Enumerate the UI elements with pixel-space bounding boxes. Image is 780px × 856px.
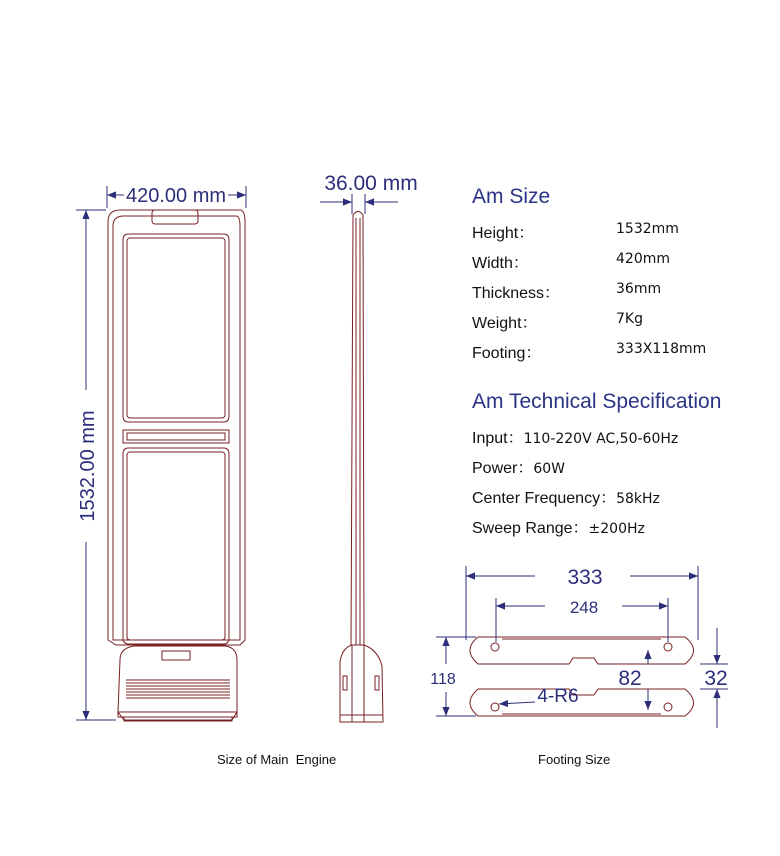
footing-end-depth-label: 32 [704, 667, 728, 690]
footing-hole-top-left [491, 643, 499, 651]
tech-spec-row-sweep-range [472, 515, 645, 538]
tech-spec-row-center-frequency [472, 485, 660, 508]
footing-inner-gap-label: 82 [618, 667, 642, 690]
footing-radius-leader [499, 702, 535, 704]
am-size-label-footing: Footing： [472, 345, 542, 362]
am-size-value-weight: 7Kg [616, 311, 643, 327]
front-base-strip [118, 712, 237, 717]
footing-bottom-plate [470, 689, 694, 716]
am-size-value-height: 1532mm [616, 221, 679, 237]
am-size-value-width: 420mm [616, 251, 670, 267]
footing-depth-label: 118 [430, 671, 456, 688]
am-size-label-weight: Weight： [472, 315, 538, 332]
am-size-value-thickness: 36mm [616, 281, 662, 297]
tech-spec-row-power [472, 455, 565, 478]
front-base-slot [162, 651, 190, 660]
front-height-label: 1532.00 mm [77, 410, 99, 522]
footing-caption: Footing Size [538, 752, 611, 767]
am-size-label-width: Width： [472, 255, 529, 272]
footing-hole-bottom-left [491, 703, 499, 711]
front-base-vent-grille [126, 680, 230, 698]
tech-spec-label-power: Power： [472, 460, 534, 477]
side-thickness-label: 36.00 mm [324, 172, 418, 195]
am-size-label-height: Height： [472, 225, 535, 242]
am-size-title: Am Size [472, 185, 551, 208]
front-upper-panel-inner [127, 238, 225, 418]
main-engine-caption: Size of Main Engine [217, 752, 337, 767]
front-inner-outline [113, 216, 240, 640]
front-lower-panel-inner [127, 452, 225, 640]
tech-spec-label-center-frequency: Center Frequency： [472, 490, 617, 507]
am-size-value-footing: 333X118mm [616, 341, 707, 357]
side-base [340, 645, 383, 722]
tech-spec-value-sweep-range: ±200Hz [588, 521, 645, 537]
tech-spec-value-center-frequency: 58kHz [616, 491, 660, 507]
front-view [108, 210, 245, 721]
side-view [340, 212, 383, 723]
am-size-label-thickness: Thickness： [472, 285, 561, 302]
tech-spec-label-sweep-range: Sweep Range： [472, 520, 589, 537]
front-middle-bar-inner [127, 433, 225, 440]
side-base-vent-right [375, 676, 379, 690]
front-middle-bar [123, 430, 229, 443]
footing-top-plate [470, 637, 694, 664]
footing-hole-top-right [664, 643, 672, 651]
tech-spec-value-power: 60W [533, 461, 566, 477]
footing-width-label: 333 [567, 566, 603, 589]
front-width-label: 420.00 mm [125, 185, 227, 207]
tech-spec-title: Am Technical Specification [472, 390, 722, 413]
side-outline [351, 212, 364, 646]
front-top-handle [152, 210, 198, 224]
footing-hole-spacing-label: 248 [569, 598, 599, 617]
front-upper-panel [123, 234, 229, 422]
footing-radius-label: 4-R6 [537, 686, 579, 707]
side-base-vent-left [343, 676, 347, 690]
tech-spec-value-input: 110-220V AC,50-60Hz [523, 431, 679, 447]
front-lower-panel [123, 448, 229, 644]
side-thickness-dimension [320, 194, 398, 214]
footing-hole-bottom-right [664, 703, 672, 711]
tech-spec-label-input: Input： [472, 430, 524, 447]
tech-spec-row-input [472, 425, 678, 448]
front-outer-outline [108, 210, 245, 645]
